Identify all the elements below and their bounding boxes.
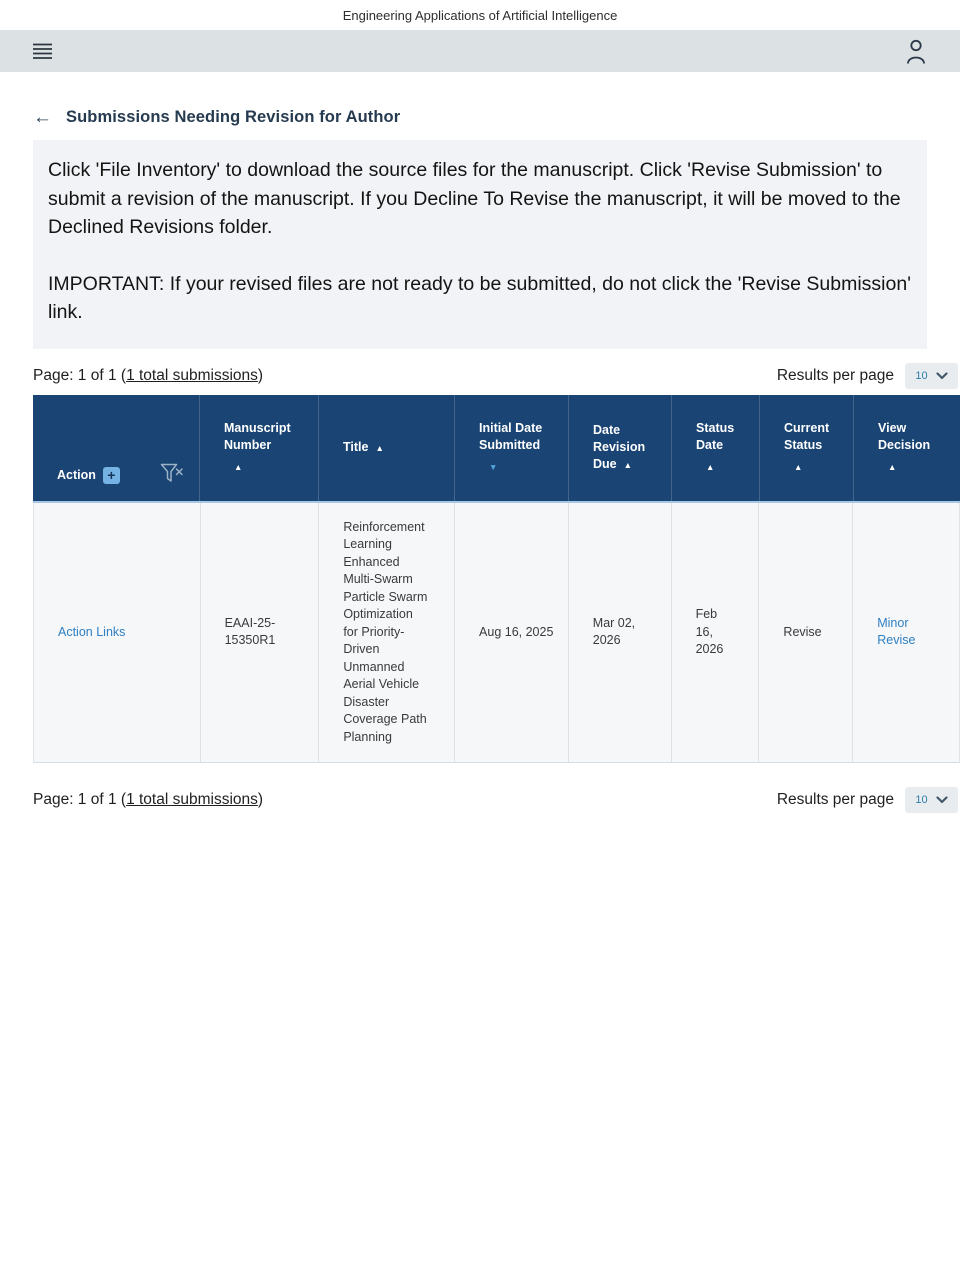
column-label: Current Status [784, 420, 830, 452]
initial-date-submitted: Aug 16, 2025 [479, 624, 554, 639]
journal-title: Engineering Applications of Artificial Intelligence [342, 7, 618, 23]
add-column-icon[interactable]: + [103, 467, 120, 484]
status-date: Feb 16, 2026 [695, 607, 724, 656]
column-header-view-decision[interactable] [854, 395, 960, 501]
pagination-top [33, 361, 958, 391]
results-per-page-value: 10 [915, 794, 928, 806]
results-per-page-group [777, 787, 958, 813]
pagination-bottom [33, 785, 958, 815]
view-decision-link[interactable]: Minor Revise [877, 615, 916, 648]
action-column-label: Action [57, 467, 96, 482]
nav-bar [0, 30, 960, 72]
action-links-link[interactable]: Action Links [58, 624, 126, 639]
column-header-manuscript-number[interactable] [200, 395, 319, 501]
chevron-down-icon [936, 796, 948, 804]
instructions-paragraph-1: Click 'File Inventory' to download the source files for the manuscript. Click 'Revise Submission' to submit a revision of the manuscript. If you Decline To Revise the manuscript, it will be moved to the Declined Revisions folder. [48, 159, 901, 238]
cell-date-revision-due [569, 503, 672, 763]
user-account-icon[interactable] [905, 39, 927, 64]
paren-close: ) [257, 366, 264, 384]
page-heading [33, 108, 927, 127]
instructions-paragraph-2: IMPORTANT: If your revised files are not ready to be submitted, do not click the 'Revise Submission' link. [48, 272, 911, 323]
column-header-status-date[interactable] [672, 395, 760, 501]
paren-open: ( [120, 791, 127, 808]
cell-view-decision [853, 503, 959, 763]
column-label: Manuscript Number [224, 420, 291, 452]
sort-desc-icon: ▼ [489, 461, 498, 472]
action-label-group [57, 467, 120, 484]
results-per-page-label: Results per page [776, 791, 894, 808]
table-row [33, 503, 960, 764]
manuscript-title: Reinforcement Learning Enhanced Multi-Swarm Particle Swarm Optimization for Priority-Driven Unmanned Aerial Vehicle Disaster Coverage Path Planning [343, 519, 428, 744]
sort-asc-icon: ▲ [375, 442, 384, 453]
sort-asc-icon: ▲ [794, 461, 803, 472]
page-count-label: Page: 1 of 1 [33, 366, 117, 384]
cell-initial-date-submitted [455, 503, 569, 763]
cell-manuscript-number [201, 503, 320, 763]
paren-close: ) [257, 791, 264, 808]
sort-asc-icon: ▲ [234, 461, 243, 472]
page-title: Submissions Needing Revision for Author [66, 108, 401, 126]
column-header-date-revision-due[interactable] [569, 395, 672, 501]
page-info [33, 791, 263, 809]
sort-asc-icon: ▲ [706, 461, 715, 472]
journal-title-bar [0, 0, 960, 30]
column-label: View Decision [878, 420, 931, 452]
column-header-action [33, 395, 200, 501]
column-label: Date Revision Due ▲ [593, 422, 646, 471]
results-per-page-group [777, 363, 958, 389]
page-info [33, 367, 263, 385]
column-header-title[interactable] [319, 395, 455, 501]
results-per-page-value: 10 [915, 369, 928, 382]
column-header-current-status[interactable] [760, 395, 854, 501]
column-label: Initial Date Submitted [479, 420, 543, 452]
cell-action [34, 503, 201, 763]
paren-open: ( [120, 366, 127, 384]
submissions-table [33, 395, 960, 764]
table-header-row [33, 395, 960, 503]
sort-asc-icon: ▲ [888, 461, 897, 472]
column-header-initial-date-submitted[interactable] [455, 395, 569, 501]
chevron-down-icon [936, 372, 948, 380]
total-submissions-link[interactable]: 1 total submissions [126, 366, 258, 384]
cell-current-status [759, 503, 853, 763]
current-status: Revise [783, 624, 822, 639]
results-per-page-dropdown[interactable] [905, 363, 958, 389]
hamburger-menu-icon[interactable] [33, 43, 52, 60]
date-revision-due: Mar 02, 2026 [592, 615, 636, 648]
column-label: Status Date [696, 420, 735, 452]
results-per-page-dropdown[interactable] [905, 787, 958, 813]
cell-status-date [672, 503, 760, 763]
sort-asc-icon: ▲ [623, 459, 633, 470]
page-count-label: Page: 1 of 1 [33, 791, 117, 808]
manuscript-number: EAAI-25-15350R1 [224, 615, 276, 648]
column-label: Title ▲ [343, 439, 384, 454]
clear-filter-icon[interactable] [160, 463, 184, 484]
cell-title [319, 503, 455, 763]
results-per-page-label: Results per page [776, 366, 894, 384]
total-submissions-link[interactable]: 1 total submissions [126, 791, 258, 808]
instructions-box [33, 140, 927, 349]
back-arrow-icon[interactable]: ← [33, 107, 52, 128]
